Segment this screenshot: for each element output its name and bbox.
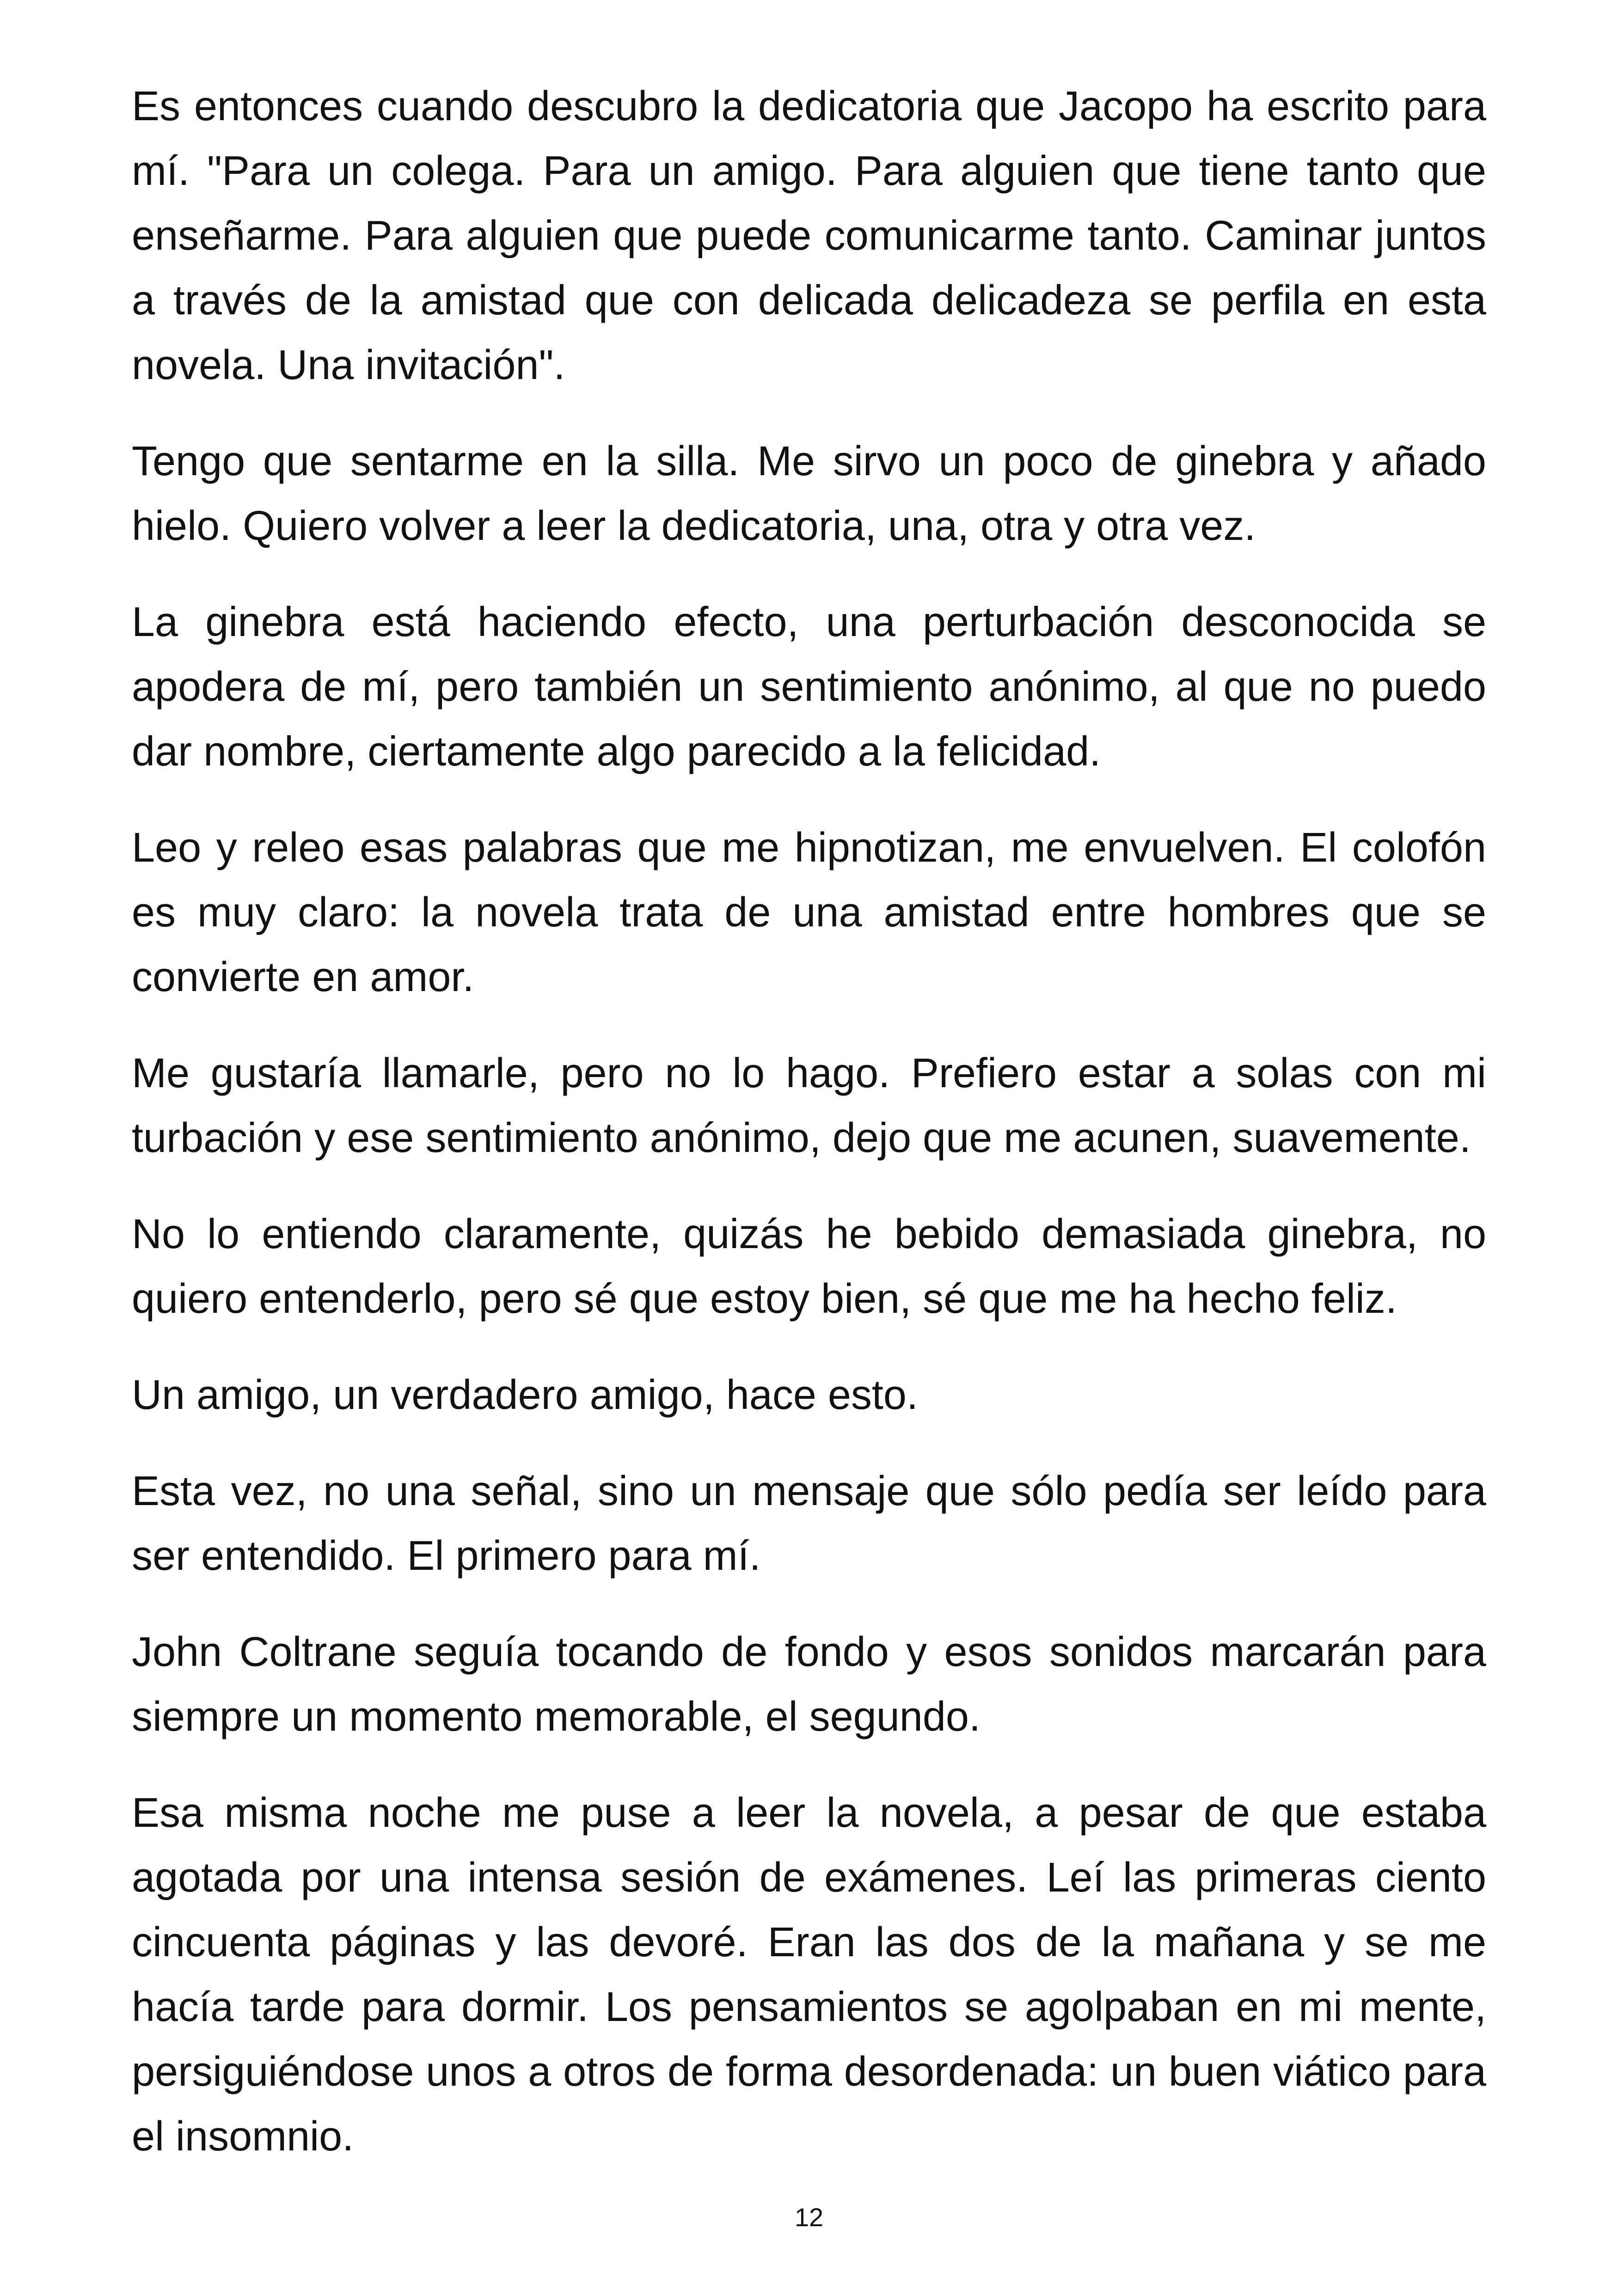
- paragraph-8: Esta vez, no una señal, sino un mensaje que sólo pedía ser leído para ser entendido. El primero para mí.: [132, 1468, 1486, 1579]
- paragraph-7: Un amigo, un verdadero amigo, hace esto.: [132, 1372, 918, 1418]
- paragraph-10: Esa misma noche me puse a leer la novela, a pesar de que estaba agotada por una intensa sesión de exámenes. Leí las primeras ciento cincuenta páginas y las devoré. Eran las dos de la mañana y se me hacía tarde para dormir. Los pensamientos se agolpaban en mi mente, persiguiéndose unos a otros de forma desordenada: un buen viático para el insomnio.: [132, 1790, 1486, 2160]
- paragraph-1: Es entonces cuando descubro la dedicatoria que Jacopo ha escrito para mí. "Para un colega. Para un amigo. Para alguien que tiene tanto que enseñarme. Para alguien que puede comunicarme tanto. Caminar juntos a través de la amistad que con delicada delicadeza se perfila en esta novela. Una invitación".: [132, 83, 1486, 388]
- page-number: 12: [794, 2203, 824, 2232]
- paragraph-9: John Coltrane seguía tocando de fondo y esos sonidos marcarán para siempre un momento memorable, el segundo.: [132, 1629, 1486, 1740]
- body-text: [132, 74, 1486, 2200]
- paragraph-6: No lo entiendo claramente, quizás he bebido demasiada ginebra, no quiero entenderlo, pero sé que estoy bien, sé que me ha hecho feliz.: [132, 1211, 1486, 1322]
- paragraph-3: La ginebra está haciendo efecto, una perturbación desconocida se apodera de mí, pero también un sentimiento anónimo, al que no puedo dar nombre, ciertamente algo parecido a la felicidad.: [132, 599, 1486, 775]
- paragraph-4: Leo y releo esas palabras que me hipnotizan, me envuelven. El colofón es muy claro: la novela trata de una amistad entre hombres que se convierte en amor.: [132, 825, 1486, 1000]
- paragraph-5: Me gustaría llamarle, pero no lo hago. Prefiero estar a solas con mi turbación y ese sentimiento anónimo, dejo que me acunen, suavemente.: [132, 1050, 1486, 1161]
- paragraph-2: Tengo que sentarme en la silla. Me sirvo un poco de ginebra y añado hielo. Quiero volver a leer la dedicatoria, una, otra y otra vez.: [132, 438, 1486, 549]
